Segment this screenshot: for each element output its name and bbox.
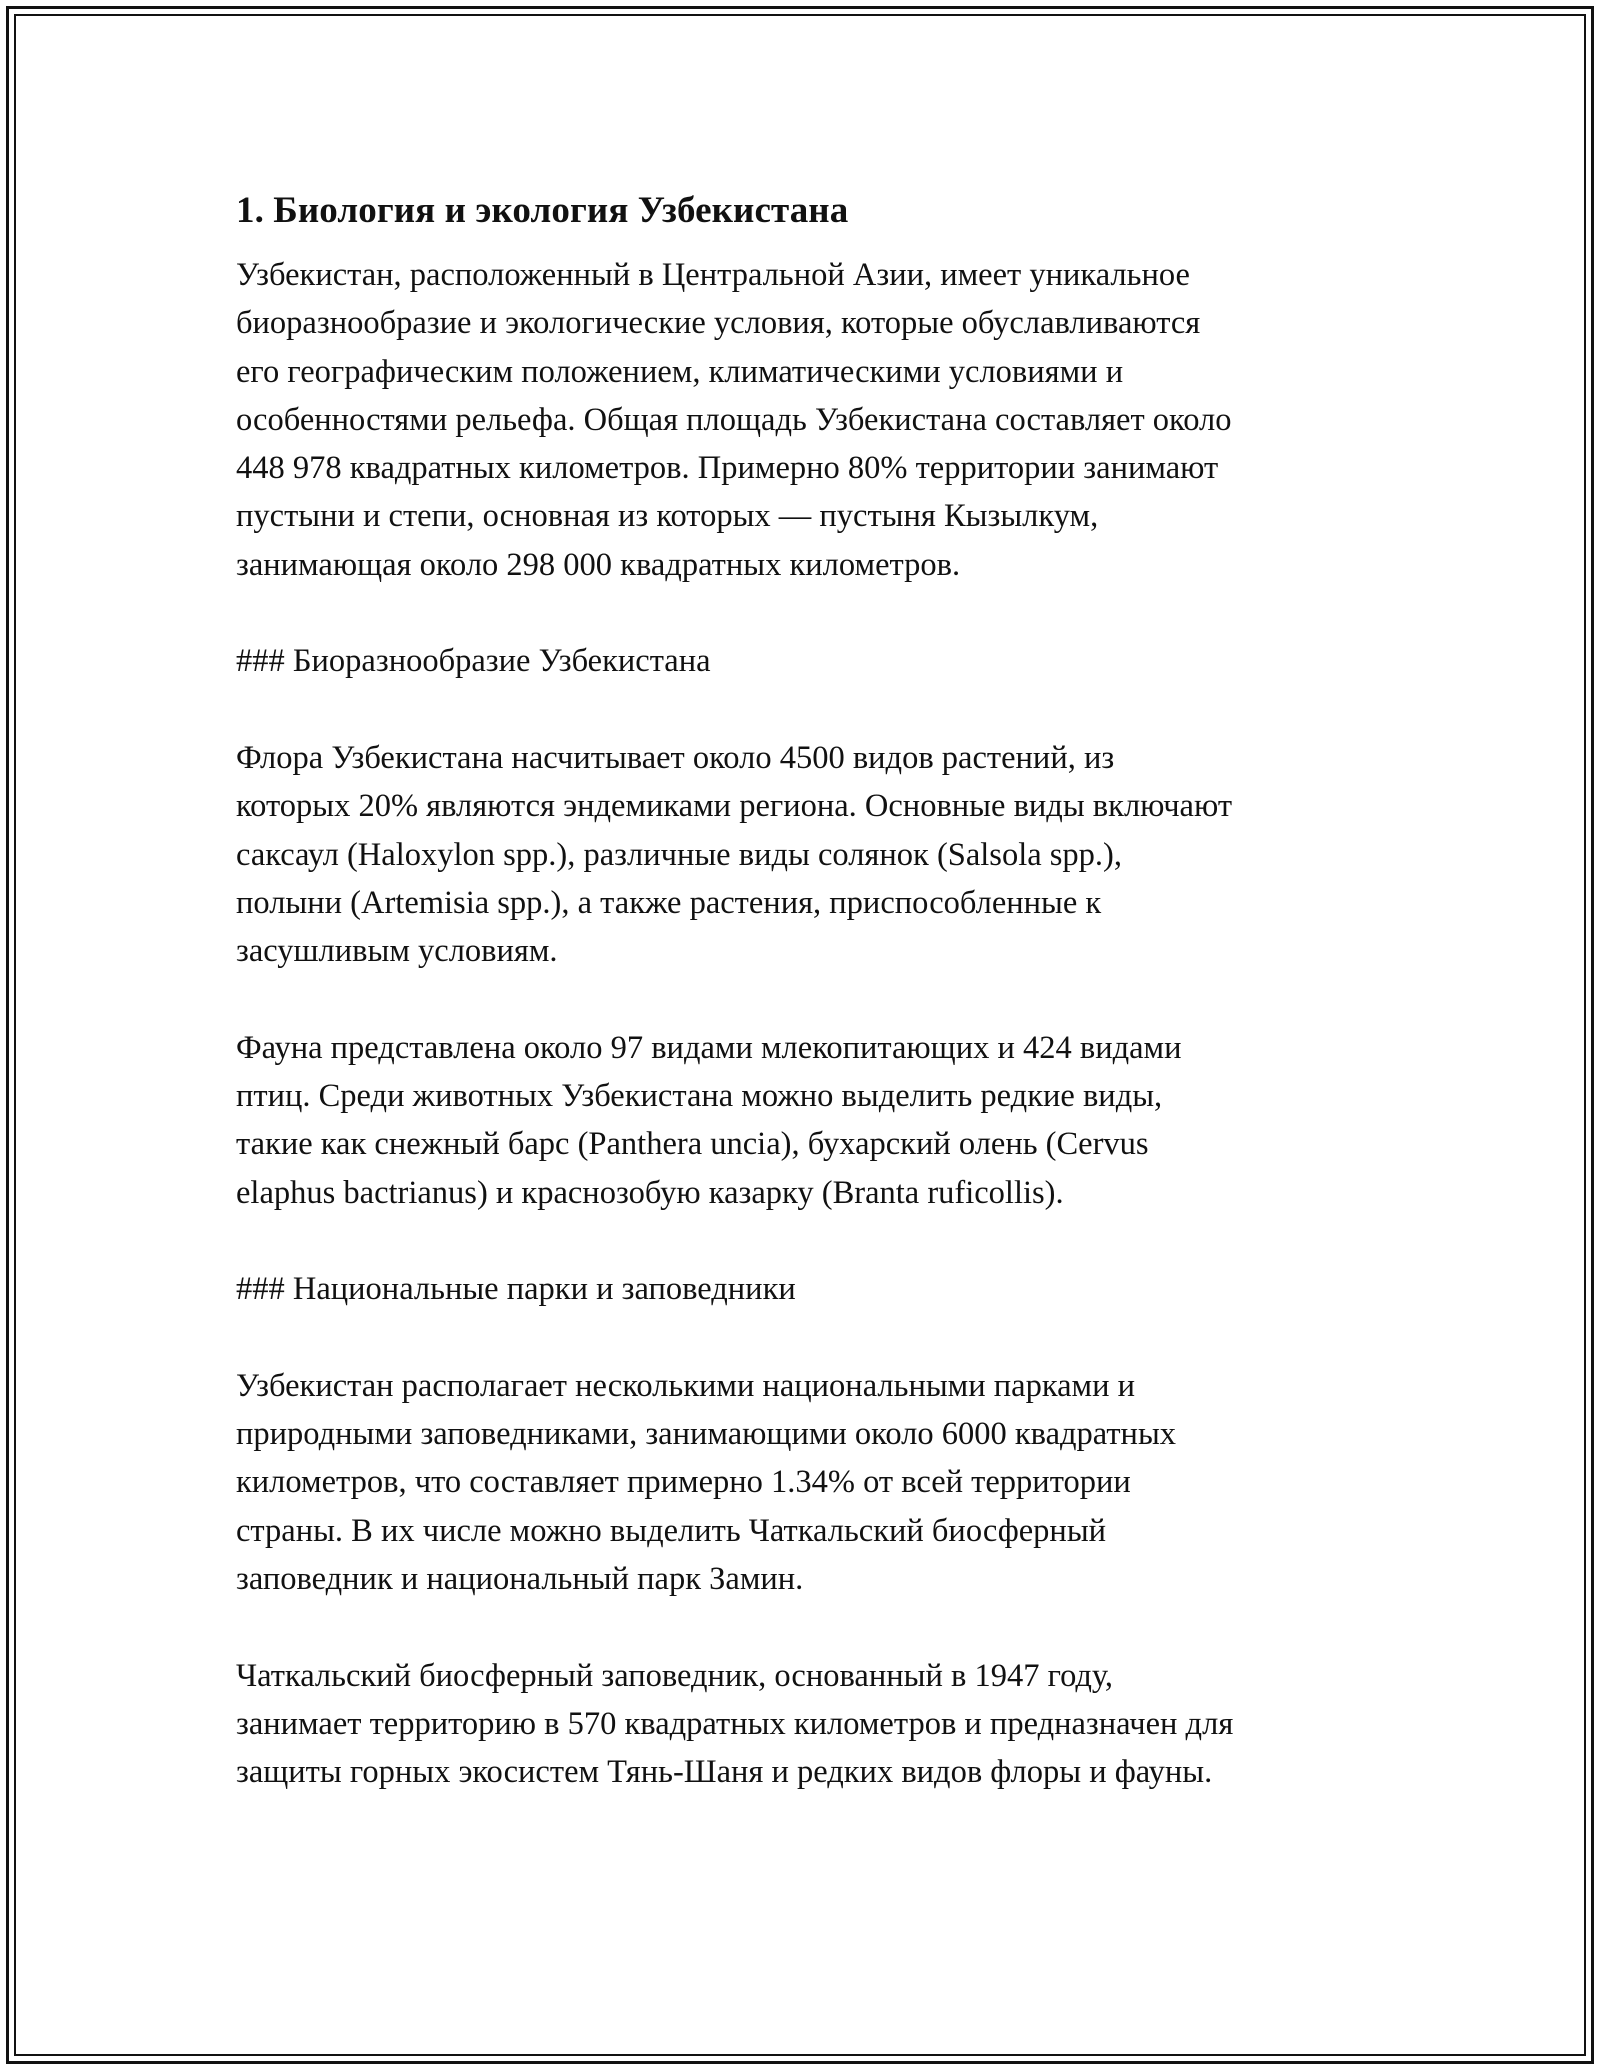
flora-paragraph: Флора Узбекистана насчитывает около 4500 видов растений, из которых 20% являются эндемиками региона. Основные виды включают саксаул (Haloxylon spp.), различные виды солянок (Salsola spp.), полыни (Artemisia spp.), а также растения, приспособленные к засушливым условиям. (236, 739, 1233, 970)
chatkal-paragraph: Чаткальский биосферный заповедник, основанный в 1947 году, занимает территорию в 570 квадратных километров и предназначен для защиты горных экосистем Тянь-Шаня и редких видов флоры и фауны. (236, 1657, 1234, 1791)
document-title: 1. Биология и экология Узбекистана (236, 190, 849, 231)
intro-paragraph: Узбекистан, расположенный в Центральной Азии, имеет уникальное биоразнообразие и экологические условия, которые обуславливаются его географическим положением, климатическими условиями и особенностями рельефа. Общая площадь Узбекистана составляет около 448 978 квадратных километров. Примерно 80% территории занимают пустыни и степи, основная из которых — пустыня Кызылкум, занимающая около 298 000 квадратных километров. (236, 257, 1232, 583)
biodiversity-subheading: ### Биоразнообразие Узбекистана (236, 643, 711, 680)
fauna-paragraph: Фауна представлена около 97 видами млекопитающих и 424 видами птиц. Среди животных Узбекистана можно выделить редкие виды, такие как снежный барс (Panthera uncia), бухарский олень (Cervus elaphus bactrianus) и краснозобую казарку (Branta ruficollis). (236, 1029, 1182, 1211)
parks-paragraph: Узбекистан располагает несколькими национальными парками и природными заповедниками, занимающими около 6000 квадратных километров, что составляет примерно 1.34% от всей территории страны. В их числе можно выделить Чаткальский биосферный заповедник и национальный парк Замин. (236, 1367, 1177, 1598)
parks-subheading: ### Национальные парки и заповедники (236, 1271, 796, 1308)
document-body (236, 185, 1376, 1797)
